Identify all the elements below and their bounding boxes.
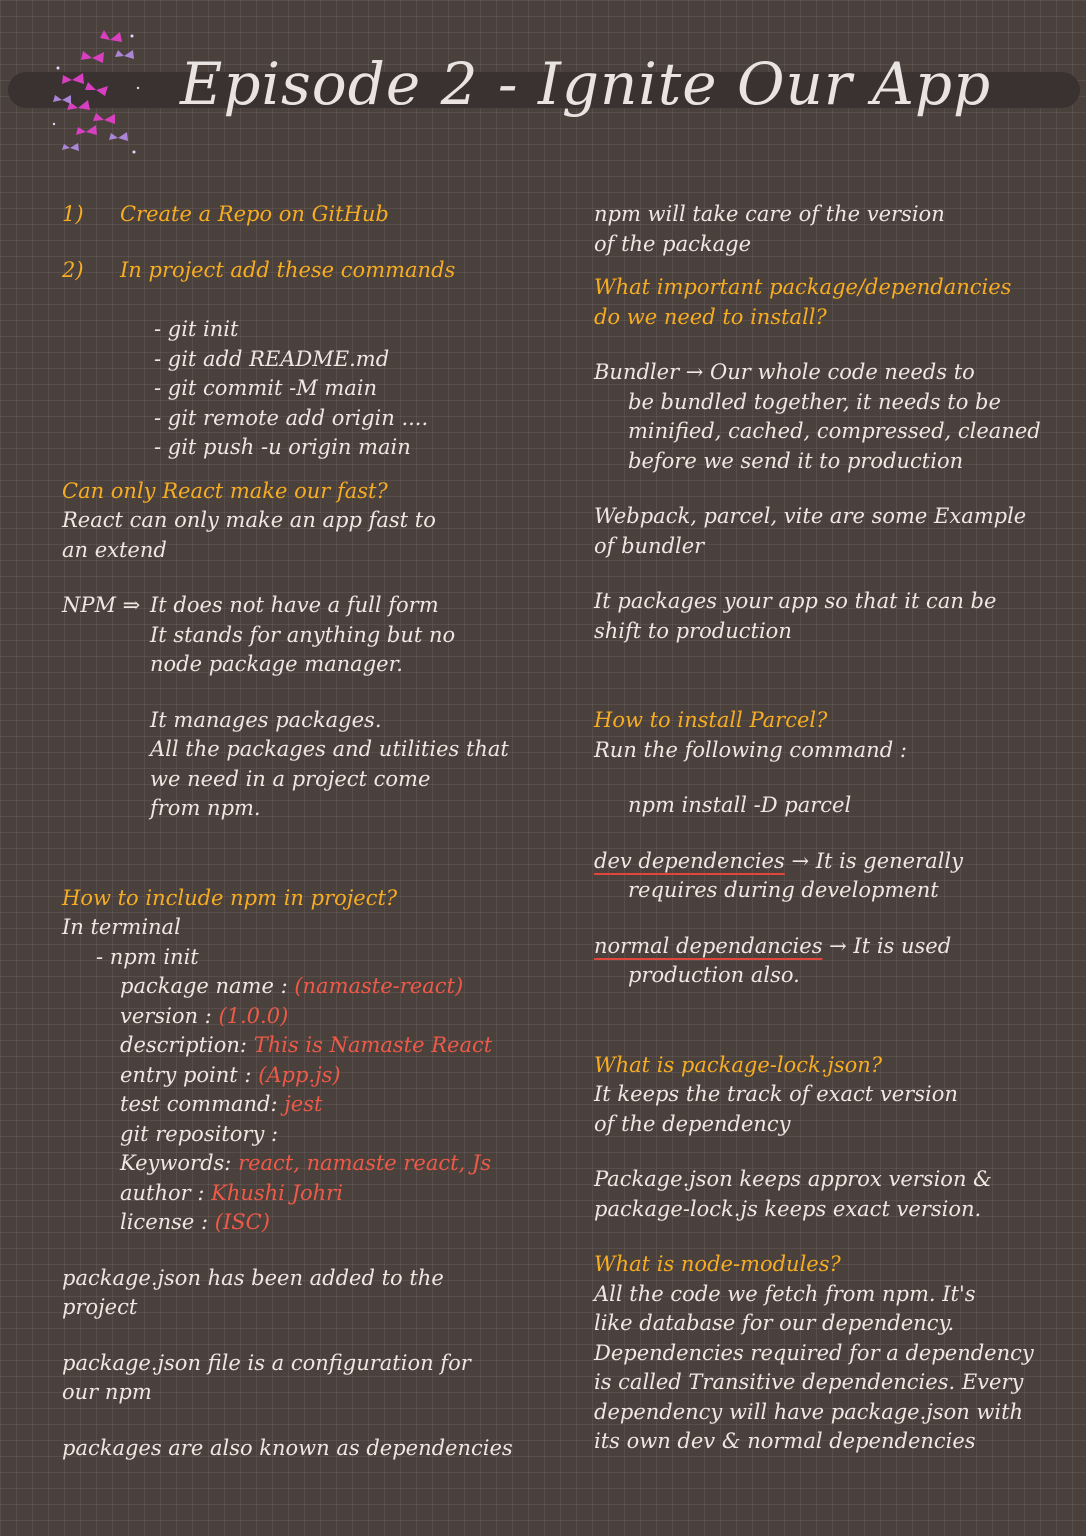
normal-dependencies-line: production also. bbox=[628, 963, 800, 987]
butterflies-icon bbox=[48, 28, 148, 158]
normal-dependencies-line: normal dependancies → It is used bbox=[594, 933, 952, 958]
npm-line: It manages packages. bbox=[150, 707, 382, 732]
npm-line: we need in a project come bbox=[150, 766, 431, 791]
git-command: - git add README.md bbox=[154, 346, 390, 371]
modules-line: is called Transitive dependencies. Every bbox=[594, 1370, 1024, 1394]
parcel-command: npm install -D parcel bbox=[628, 793, 852, 817]
lock-line: It keeps the track of exact version bbox=[594, 1082, 958, 1106]
dev-dependencies-term: dev dependencies bbox=[594, 848, 785, 873]
npm-field: test command: jest bbox=[120, 1092, 323, 1116]
important-heading: do we need to install? bbox=[594, 304, 827, 329]
pkgjson-line: our npm bbox=[62, 1380, 152, 1404]
npm-term: NPM ⇒ bbox=[62, 593, 141, 617]
page-title: Episode 2 - Ignite Our App bbox=[180, 50, 992, 118]
intro-line: npm will take care of the version bbox=[594, 202, 945, 226]
parcel-line: Run the following command : bbox=[594, 737, 907, 762]
npm-field: package name : (namaste-react) bbox=[120, 974, 464, 998]
step-2 bbox=[62, 256, 542, 286]
include-line: In terminal bbox=[62, 915, 181, 939]
npm-definition bbox=[62, 591, 542, 824]
npm-field: description: This is Namaste React bbox=[120, 1033, 493, 1057]
npm-field: git repository : bbox=[120, 1121, 279, 1146]
npm-field: entry point : (App.js) bbox=[120, 1062, 341, 1087]
modules-heading: What is node-modules? bbox=[594, 1252, 841, 1276]
step-1-text: Create a Repo on GitHub bbox=[120, 202, 389, 226]
parcel-heading: How to install Parcel? bbox=[594, 708, 828, 732]
step-2-number: 2) bbox=[62, 257, 84, 282]
lock-line: Package.json keeps approx version & bbox=[594, 1167, 992, 1191]
left-column bbox=[62, 200, 542, 1463]
pkgjson-line: packages are also known as dependencies bbox=[62, 1435, 513, 1460]
intro-line: of the package bbox=[594, 231, 751, 256]
modules-line: Dependencies required for a dependency bbox=[594, 1340, 1034, 1365]
packages-line: It packages your app so that it can be bbox=[594, 589, 997, 613]
bundler-line: before we send it to production bbox=[628, 448, 964, 473]
react-line: an extend bbox=[62, 537, 167, 562]
step-1-number: 1) bbox=[62, 202, 84, 226]
git-command: - git init bbox=[154, 317, 239, 341]
bundler-line: Bundler → Our whole code needs to bbox=[594, 360, 975, 384]
dev-dependencies-line: requires during development bbox=[628, 878, 939, 902]
npm-field: license : (ISC) bbox=[120, 1210, 270, 1234]
include-line: - npm init bbox=[96, 944, 199, 969]
git-command: - git commit -M main bbox=[154, 376, 378, 400]
npm-line: node package manager. bbox=[150, 652, 403, 676]
packages-line: shift to production bbox=[594, 618, 792, 643]
react-line: React can only make an app fast to bbox=[62, 508, 436, 532]
include-heading: How to include npm in project? bbox=[62, 885, 398, 910]
modules-line: dependency will have package.json with bbox=[594, 1399, 1024, 1424]
normal-dependencies-term: normal dependancies bbox=[594, 933, 823, 958]
modules-line: its own dev & normal dependencies bbox=[594, 1429, 976, 1453]
pkgjson-line: package.json file is a configuration for bbox=[62, 1350, 471, 1375]
npm-field: version : (1.0.0) bbox=[120, 1003, 289, 1028]
examples-line: of bundler bbox=[594, 533, 705, 558]
pkgjson-line: package.json has been added to the bbox=[62, 1265, 444, 1290]
step-1 bbox=[62, 200, 542, 230]
modules-line: like database for our dependency. bbox=[594, 1311, 955, 1335]
npm-line: from npm. bbox=[150, 796, 261, 820]
lock-line: of the dependency bbox=[594, 1111, 791, 1136]
examples-line: Webpack, parcel, vite are some Example bbox=[594, 504, 1027, 528]
step-2-text: In project add these commands bbox=[120, 257, 456, 282]
npm-line: It does not have a full form bbox=[150, 593, 439, 617]
dev-dependencies-line: dev dependencies → It is generally bbox=[594, 848, 963, 873]
git-commands bbox=[62, 315, 542, 463]
right-column bbox=[594, 200, 1054, 1457]
lock-heading: What is package-lock.json? bbox=[594, 1052, 883, 1077]
npm-field: author : Khushi Johri bbox=[120, 1180, 343, 1205]
npm-line: It stands for anything but no bbox=[150, 622, 456, 647]
important-heading: What important package/dependancies bbox=[594, 275, 1012, 299]
npm-description bbox=[150, 591, 509, 824]
modules-line: All the code we fetch from npm. It's bbox=[594, 1281, 976, 1306]
bundler-line: be bundled together, it needs to be bbox=[628, 389, 1001, 414]
git-command: - git push -u origin main bbox=[154, 435, 411, 459]
lock-line: package-lock.js keeps exact version. bbox=[594, 1196, 982, 1221]
npm-field: Keywords: react, namaste react, Js bbox=[120, 1151, 492, 1175]
react-heading: Can only React make our fast? bbox=[62, 478, 388, 503]
bundler-line: minified, cached, compressed, cleaned bbox=[628, 419, 1041, 443]
pkgjson-line: project bbox=[62, 1295, 138, 1319]
npm-line: All the packages and utilities that bbox=[150, 737, 509, 761]
git-command: - git remote add origin .... bbox=[154, 405, 429, 430]
